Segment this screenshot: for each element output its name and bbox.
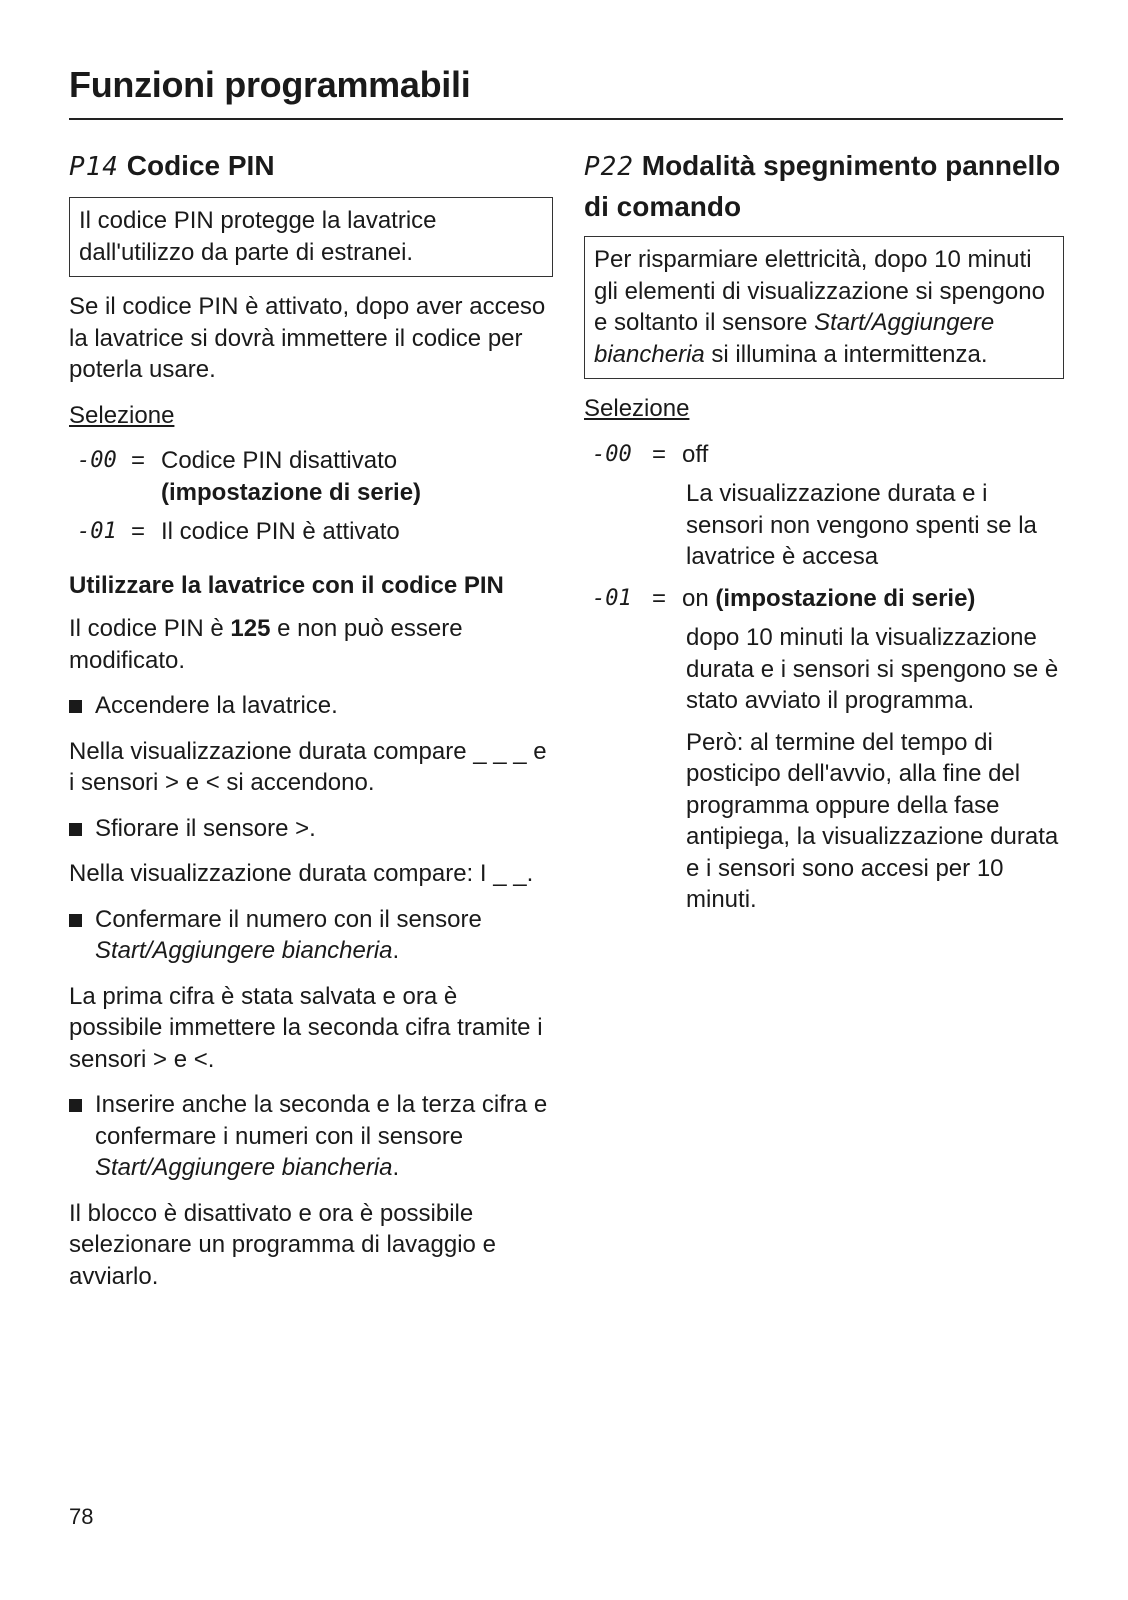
option-row [584,439,1064,471]
option-label: off [682,440,709,468]
selection-label: Selezione [69,401,175,429]
intro-text: Se il codice PIN è attivato, dopo aver acceso la lavatrice si dovrà immettere il codice per poterla usare. [69,293,546,383]
option-equals: = [652,440,667,468]
info-box: Per risparmiare elettricità, dopo 10 minuti gli elementi di visualizzazione si spengono e soltanto il sensore Start/Aggiungere biancheria si illumina a intermittenza. [584,236,1064,379]
step-text: Sfiorare il sensore >. [95,814,316,842]
bullet-square-icon [69,700,82,713]
option-code: -00 [77,448,117,473]
step-text: Confermare il numero con il sensore Start/Aggiungere biancheria. [95,905,482,964]
bullet-square-icon [69,914,82,927]
page-number: 78 [69,1504,94,1529]
option-text: Il codice PIN è attivato [161,518,400,545]
selection-label: Selezione [584,395,690,422]
program-code: P22 [584,152,634,182]
subheading: Utilizzare la lavatrice con il codice PIN [69,571,504,599]
option-code: -00 [592,441,632,467]
bullet-square-icon [69,823,82,836]
option-row [69,445,553,508]
step-item [69,813,553,845]
pin-value: 125 [230,615,271,642]
option-text: Codice PIN disattivato (impostazione di serie) [161,447,422,506]
option-description: La visualizzazione durata e i sensori non vengono spenti se la lavatrice è accesa [686,480,1037,570]
option-equals: = [131,518,146,545]
option-code: -01 [592,585,632,611]
step-text: Accendere la lavatrice. [95,692,338,719]
option-label: on (impostazione di serie) [682,584,976,612]
option-code: -01 [77,519,117,544]
option-row [584,583,1064,615]
section-title-pin [69,146,553,187]
option-row [69,516,553,548]
result-text: Nella visualizzazione durata compare _ _ _ e i sensori > e < si accendono. [69,737,547,796]
info-box: Il codice PIN protegge la lavatrice dall'utilizzo da parte di estranei. [69,197,553,277]
section-title-text: Codice PIN [126,150,275,181]
program-code: P14 [69,152,119,182]
step-text: Inserire anche la seconda e la terza cifra e confermare i numeri con il sensore Start/Aggiungere biancheria. [95,1091,548,1181]
step-item [69,904,553,967]
result-text: Il blocco è disattivato e ora è possibile selezionare un programma di lavaggio e avviarlo. [69,1199,496,1290]
title-divider [69,118,1063,120]
section-pin-code [69,146,553,1306]
pin-info: Il codice PIN è 125 e non può essere modificato. [69,615,463,674]
bullet-square-icon [69,1099,82,1112]
option-note: Però: al termine del tempo di posticipo dell'avvio, alla fine del programma oppure della fase antipiega, la visualizzazione durata e i sensori sono accesi per 10 minuti. [686,728,1059,913]
option-equals: = [131,447,146,474]
result-text: Nella visualizzazione durata compare: I _ _. [69,860,534,887]
section-panel-shutdown [584,146,1064,926]
section-title-panel [584,146,1064,226]
result-text: La prima cifra è stata salvata e ora è possibile immettere la seconda cifra tramite i sensori > e <. [69,982,543,1073]
step-item [69,690,553,722]
page-title: Funzioni programmabili [69,64,471,105]
option-description: dopo 10 minuti la visualizzazione durata e i sensori si spengono se è stato avviato il programma. [686,624,1059,714]
section-title-text: Modalità spegnimento pannello di comando [584,150,1061,222]
option-equals: = [652,584,667,612]
step-item [69,1089,553,1184]
